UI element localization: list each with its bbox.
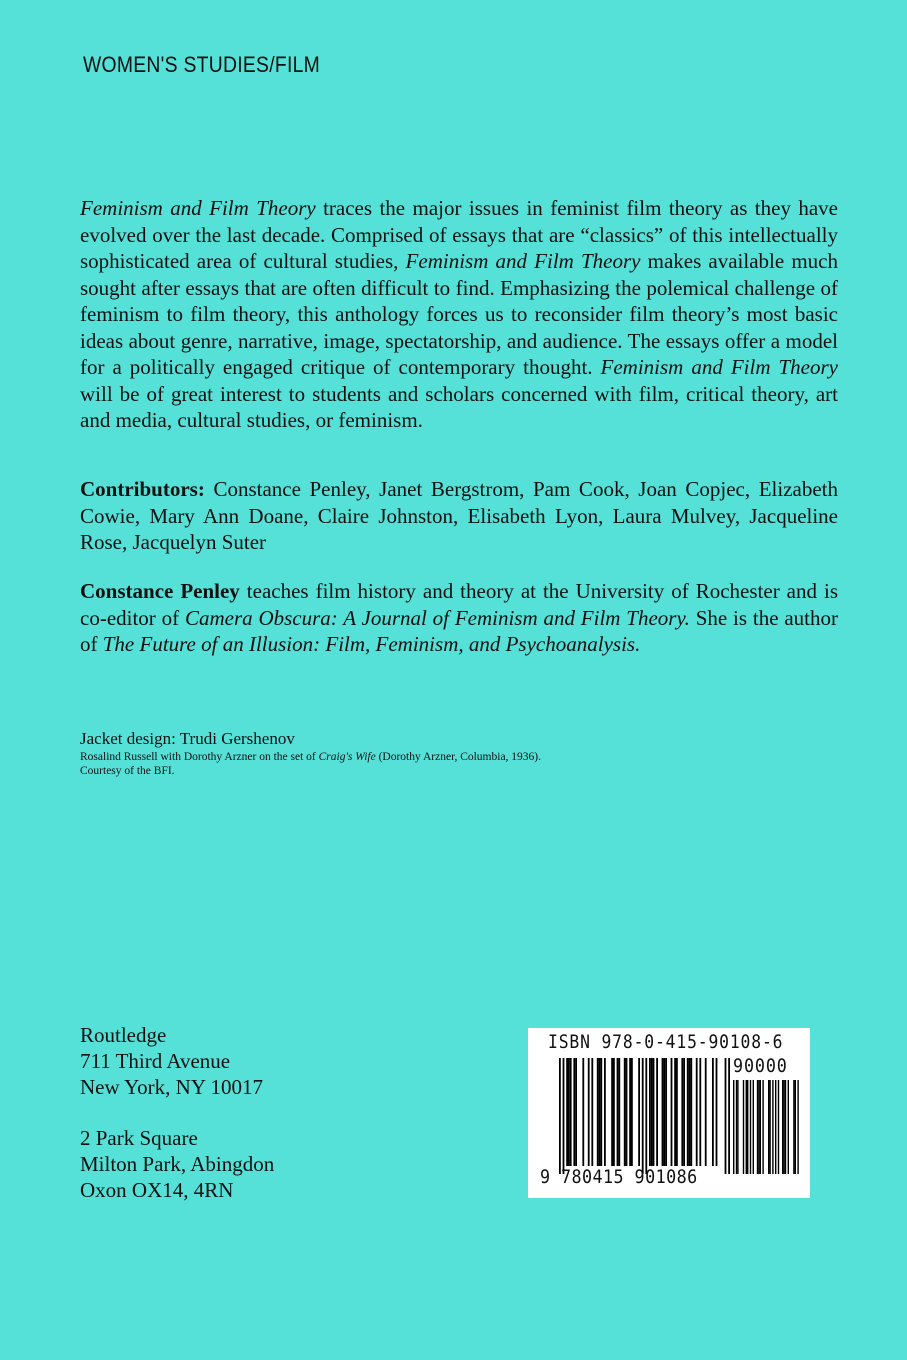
address-line: 2 Park Square [80, 1126, 198, 1150]
addon-bar [750, 1080, 751, 1174]
addon-bar [778, 1080, 779, 1174]
barcode-bar [728, 1058, 730, 1174]
addon-bar [785, 1080, 786, 1174]
address-line: Routledge [80, 1023, 167, 1047]
addon-bar [795, 1080, 796, 1174]
description-part-2: makes available much sought after essays that are often difficult to find. Emphasizing the polemical challenge of feminism to film theory, this anthology forces us to reconsider film theory’s most basic ideas about genre, narrative, image, spectatorship, and audience. The essays offer a model for a politically engaged critique of contemporary thought. [80, 249, 838, 379]
addon-bar [757, 1080, 758, 1174]
publisher-address-us [80, 1022, 263, 1100]
barcode-bar [566, 1058, 568, 1166]
addon-bar [743, 1080, 744, 1174]
barcode-bar [653, 1058, 655, 1166]
barcode-bar [570, 1058, 572, 1166]
jacket-design-credit: Jacket design: Trudi Gershenov [80, 729, 295, 748]
book-title: Feminism and Film Theory [405, 249, 641, 273]
barcode-bar [599, 1058, 601, 1166]
author-book-title: The Future of an Illusion: Film, Feminism, and Psychoanalysis. [102, 632, 641, 656]
barcode-bar [699, 1058, 701, 1166]
photo-credit-text: Rosalind Russell with Dorothy Arzner on the set of [80, 751, 319, 763]
barcode-bar [629, 1058, 631, 1166]
barcode-bar [573, 1058, 575, 1166]
barcode-bar [681, 1058, 683, 1166]
address-line: New York, NY 10017 [80, 1075, 263, 1099]
isbn-label: ISBN 978-0-415-90108-6 [548, 1031, 784, 1053]
barcode-bar [611, 1058, 613, 1166]
barcode-bar [559, 1058, 561, 1174]
barcode-bar [705, 1058, 707, 1166]
addon-bar [769, 1080, 770, 1174]
barcode-bar [624, 1058, 626, 1166]
barcode-bar [683, 1058, 685, 1166]
addon-bar [772, 1080, 773, 1174]
editor-bio-part-2: She is the author of [80, 605, 838, 656]
barcode-bar [588, 1058, 590, 1166]
barcode-bar [665, 1058, 667, 1166]
barcode-bar [671, 1058, 673, 1166]
barcode-bar [663, 1058, 665, 1166]
contributors-label: Contributors: [80, 477, 205, 501]
barcode-bar [575, 1058, 577, 1166]
barcode-bar [638, 1058, 640, 1166]
journal-title: Camera Obscura: A Journal of Feminism and Film Theory. [184, 605, 690, 630]
addon-bar [737, 1080, 738, 1174]
address-line: 711 Third Avenue [80, 1049, 231, 1073]
editor-bio-part-1: teaches film history and theory at the University of Rochester and is co-editor of [80, 579, 838, 630]
address-line: Milton Park, Abingdon [80, 1152, 275, 1176]
credits [80, 728, 541, 778]
barcode-bar [687, 1058, 689, 1166]
barcode-bar [618, 1058, 620, 1166]
barcode-bar [725, 1058, 727, 1174]
barcode-bar [690, 1058, 692, 1166]
barcode-bar [674, 1058, 676, 1166]
addon-bar [753, 1080, 754, 1174]
addon-bar [797, 1080, 798, 1174]
editor-bio [80, 578, 838, 658]
addon-bar [746, 1080, 747, 1174]
addon-bar [736, 1080, 737, 1174]
addon-bar [747, 1080, 748, 1174]
addon-bar [783, 1080, 784, 1174]
barcode-bar [689, 1058, 691, 1166]
barcode-bar [568, 1058, 570, 1166]
barcode-bar [649, 1058, 651, 1166]
publisher-address-uk [80, 1125, 274, 1203]
isbn-barcode [528, 1028, 810, 1198]
barcode-digits: 9 780415 901086 [540, 1166, 698, 1188]
barcode-bar [563, 1058, 565, 1174]
barcode-bar [662, 1058, 664, 1166]
courtesy-credit: Courtesy of the BFI. [80, 765, 175, 777]
barcode-bar [597, 1058, 599, 1166]
price-code: 90000 [733, 1055, 788, 1077]
barcode-bar [604, 1058, 606, 1166]
description-part-1: traces the major issues in feminist film theory as they have evolved over the last decade. Comprised of essays that are “classics” of this intellectually sophisticated area of cultural studies, [80, 196, 838, 273]
barcode-bar [712, 1058, 714, 1166]
editor-name: Constance Penley [80, 579, 240, 603]
barcode-bar [651, 1058, 653, 1166]
book-description [80, 195, 838, 434]
barcode-bar [642, 1058, 644, 1174]
barcode-bar [676, 1058, 678, 1166]
addon-bar [782, 1080, 783, 1174]
category-label: WOMEN'S STUDIES/FILM [83, 52, 321, 77]
addon-bar [768, 1080, 769, 1174]
barcode-bar [645, 1058, 647, 1174]
barcode-bar [582, 1058, 584, 1166]
barcode-bar [716, 1058, 718, 1166]
contributors-names: Constance Penley, Janet Bergstrom, Pam Cook, Joan Copjec, Elizabeth Cowie, Mary Ann Doane, Claire Johnston, Elisabeth Lyon, Laura Mulvey, Jacqueline Rose, Jacquelyn Suter [80, 477, 838, 554]
photo-credit [80, 750, 541, 764]
barcode-bar [591, 1058, 593, 1166]
film-title: Craig's Wife [318, 751, 376, 763]
addon-bar [775, 1080, 776, 1174]
photo-credit-details: (Dorothy Arzner, Columbia, 1936). [375, 751, 542, 763]
barcode-bar [631, 1058, 633, 1166]
contributors-paragraph [80, 476, 838, 556]
addon-bar [758, 1080, 759, 1174]
addon-bar [788, 1080, 789, 1174]
book-title: Feminism and Film Theory [600, 355, 838, 379]
book-title: Feminism and Film Theory [80, 196, 316, 220]
addon-bar [793, 1080, 794, 1174]
addon-bar [733, 1080, 734, 1174]
addon-bar [762, 1080, 763, 1174]
barcode-bar [600, 1058, 602, 1166]
address-line: Oxon OX14, 4RN [80, 1178, 234, 1202]
barcode-bar [613, 1058, 615, 1166]
description-part-3: will be of great interest to students and scholars concerned with film, critical theory, art and media, cultural studies, or feminism. [80, 381, 838, 432]
barcode-bar [617, 1058, 619, 1166]
barcode-bar [626, 1058, 628, 1166]
barcode-bar [696, 1058, 698, 1166]
barcode-bar [656, 1058, 658, 1166]
addon-bar [760, 1080, 761, 1174]
